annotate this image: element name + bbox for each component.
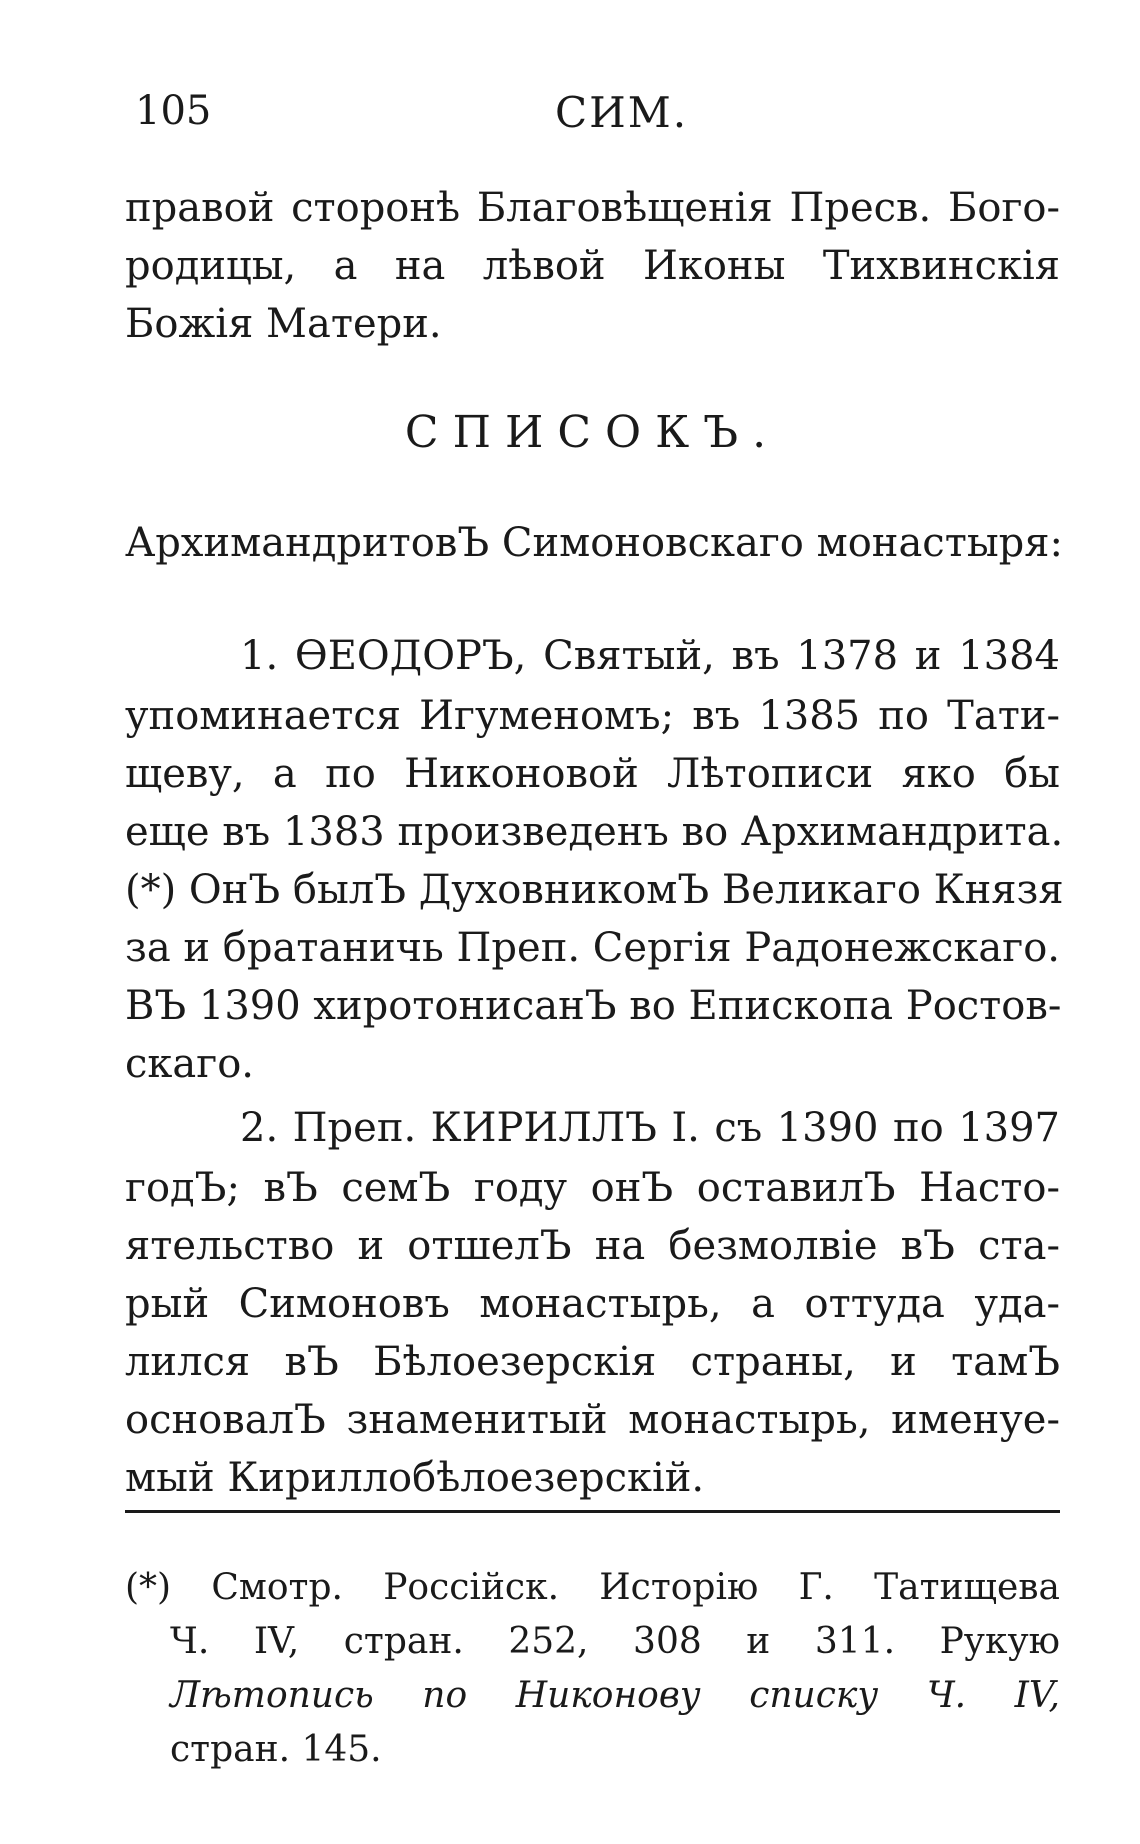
entry-1-line: (*) ОнЪ былЪ ДуховникомЪ Великаго Князя [125,867,1064,913]
entry-2-line: рый Симоновъ монастырь, а оттуда уда- [125,1281,1060,1327]
text-line: родицы, а на лѣвой Иконы Тихвинскія [125,243,1060,289]
footnote-line: Лѣтопись по Никонову списку Ч. IV, [170,1675,1060,1716]
entry-1-line: ВЪ 1390 хиротонисанЪ во Епископа Ростов- [125,983,1062,1029]
entry-2-line: основалЪ знаменитый монастырь, именуе- [125,1397,1060,1443]
entry-2-line: лился вЪ Бѣлоезерскія страны, и тамЪ [125,1339,1060,1385]
entry-2-line: годЪ; вЪ семЪ году онЪ оставилЪ Насто- [125,1165,1060,1211]
entry-1-line: еще въ 1383 произведенъ во Архимандрита. [125,809,1064,855]
footnote-line: (*) Смотр. Россійск. Исторію Г. Татищева [125,1567,1060,1608]
subheading: АрхимандритовЪ Симоновскаго монастыря: [125,520,1063,566]
entry-2-line: мый Кириллобѣлоезерскій. [125,1455,705,1501]
text-line: Божія Матери. [125,301,442,347]
footnote-divider [125,1510,1060,1513]
page-number: 105 [135,88,212,134]
page-header [135,88,955,138]
entry-1-line: за и братаничь Преп. Сергія Радонежскаго. [125,925,1060,971]
text-line: правой сторонѣ Благовѣщенія Пресв. Бого- [125,185,1060,231]
section-heading: СПИСОКЪ. [404,407,781,458]
entry-1-line: скаго. [125,1041,255,1087]
footnote-line: Ч. IV, стран. 252, 308 и 311. Рукую [170,1621,1060,1662]
entry-1-line: 1. ѲЕОДОРЪ, Святый, въ 1378 и 1384 [240,633,1060,679]
entry-1-line: щеву, а по Никоновой Лѣтописи яко бы [125,751,1060,797]
entry-2-line: ятельство и отшелЪ на безмолвіе вЪ ста- [125,1223,1060,1269]
running-head: СИМ. [555,88,689,137]
entry-2-line: 2. Преп. КИРИЛЛЪ I. съ 1390 по 1397 [240,1105,1060,1151]
entry-1-line: упоминается Игуменомъ; въ 1385 по Тати- [125,693,1060,739]
footnote-line: стран. 145. [170,1729,382,1770]
